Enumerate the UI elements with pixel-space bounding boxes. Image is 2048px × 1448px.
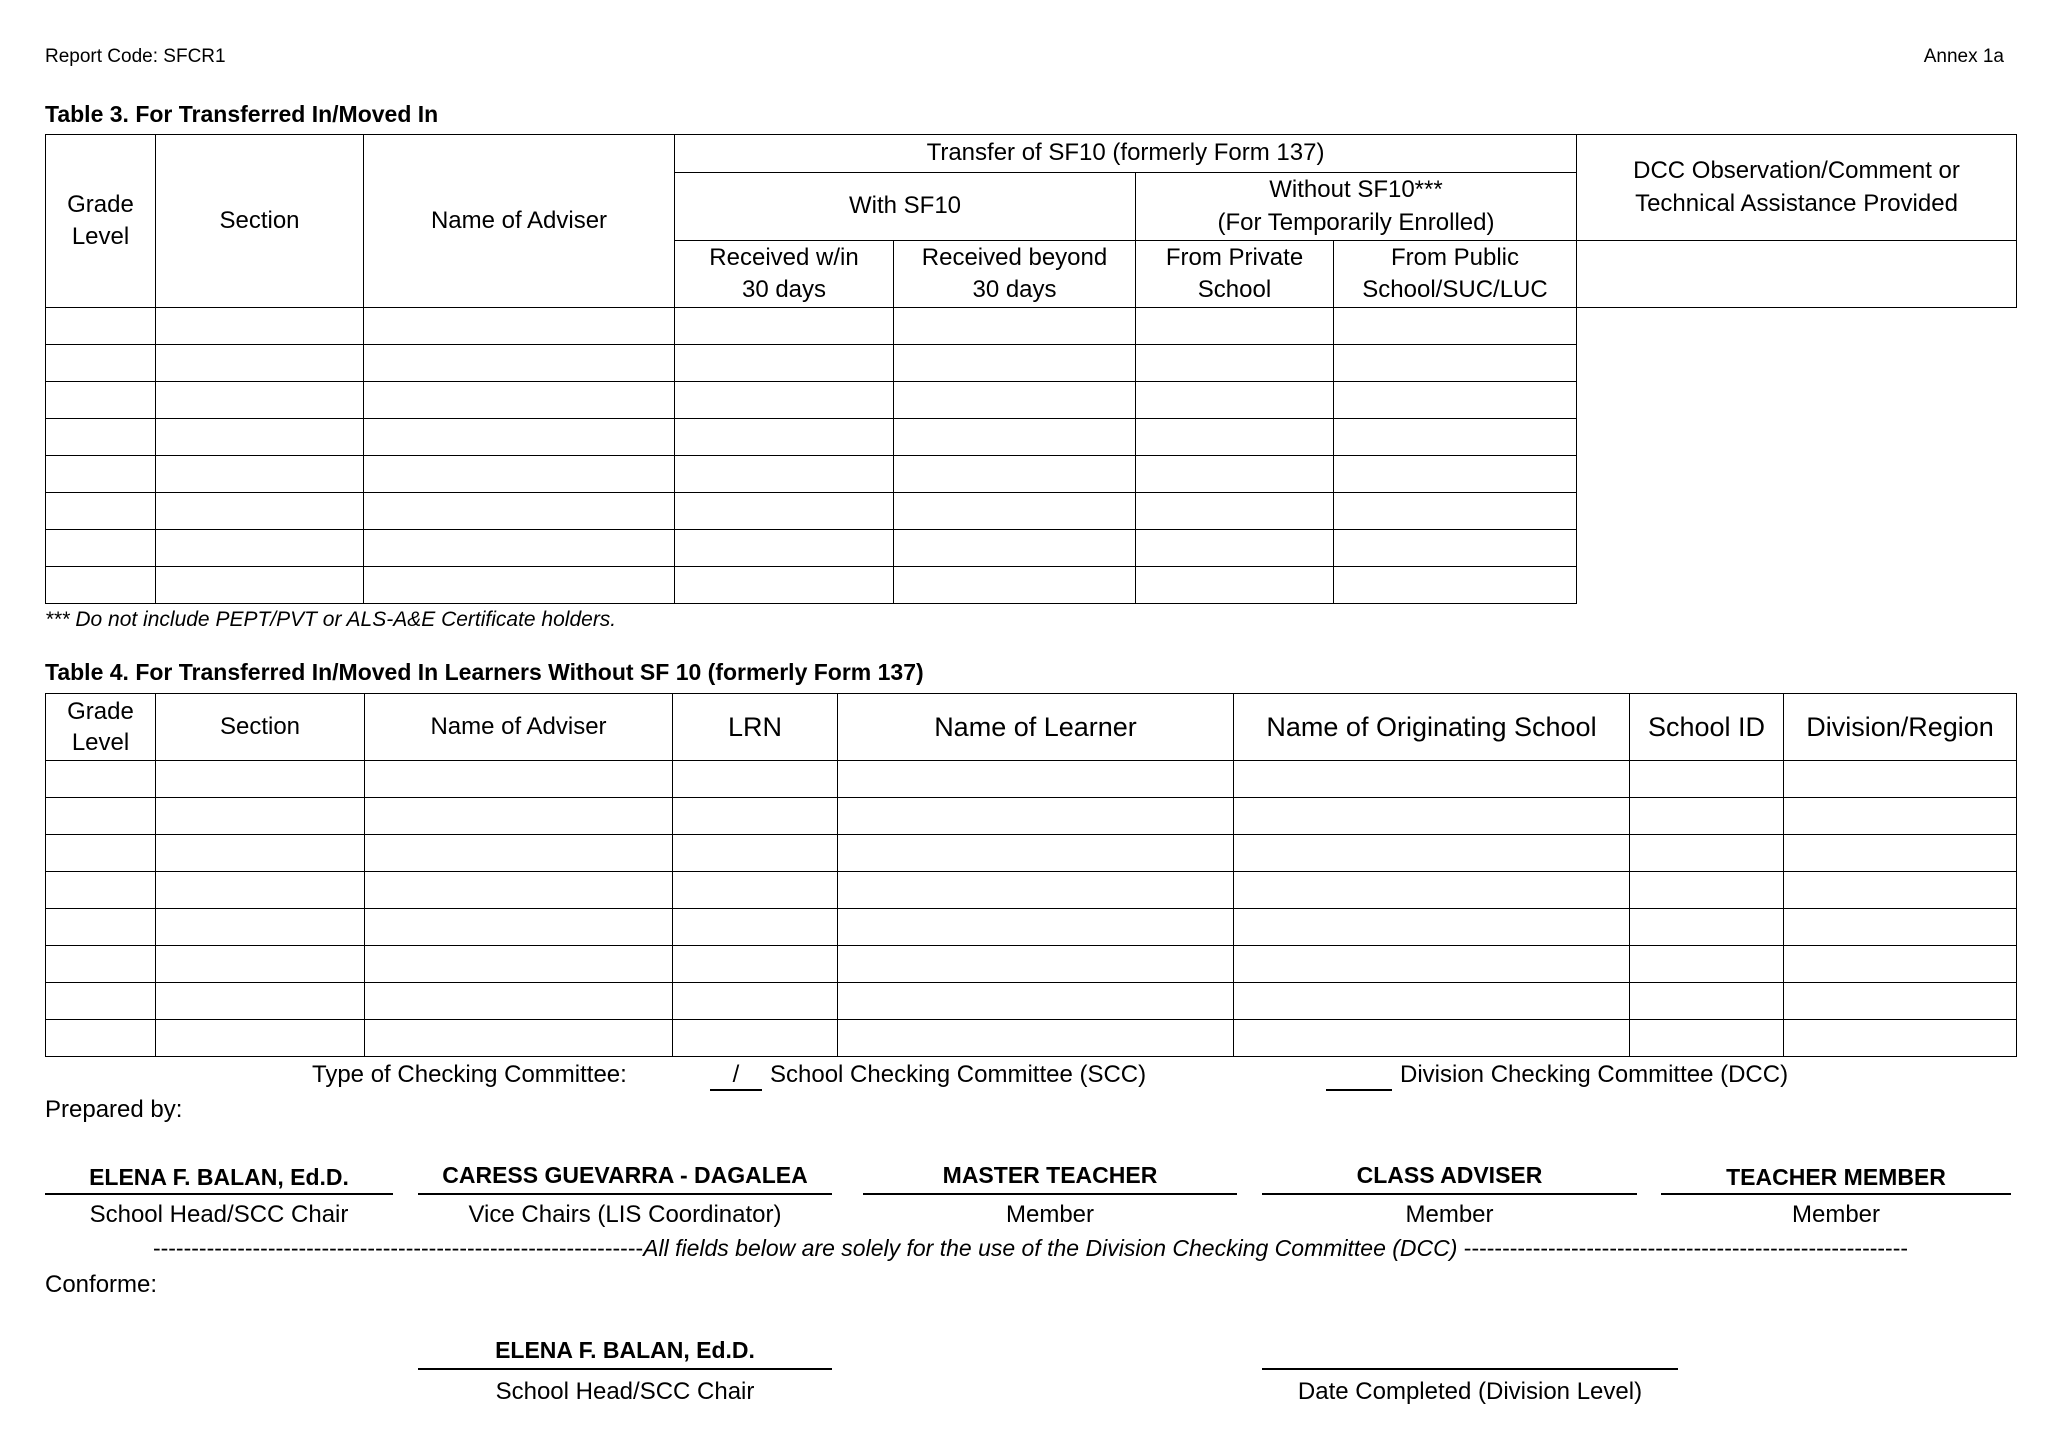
- table-cell[interactable]: [1234, 1020, 1630, 1057]
- table-cell[interactable]: [1630, 1020, 1784, 1057]
- t3-header-with-sf10: With SF10: [675, 173, 1136, 241]
- table-cell[interactable]: [838, 946, 1234, 983]
- table-cell[interactable]: [46, 1020, 156, 1057]
- table-cell[interactable]: [1334, 530, 1577, 567]
- table-cell[interactable]: [1136, 345, 1334, 382]
- table-cell[interactable]: [46, 382, 156, 419]
- table-cell[interactable]: [1630, 798, 1784, 835]
- dcc-checkbox[interactable]: [1326, 1061, 1392, 1091]
- table-cell[interactable]: [365, 798, 673, 835]
- table-cell[interactable]: [1136, 308, 1334, 345]
- table-cell[interactable]: [46, 835, 156, 872]
- t4-header-division-region: Division/Region: [1784, 694, 2017, 761]
- table-cell[interactable]: [156, 761, 365, 798]
- table-cell[interactable]: [156, 308, 364, 345]
- table-row: [46, 382, 2017, 419]
- table-cell[interactable]: [1784, 909, 2017, 946]
- table-cell[interactable]: [364, 567, 675, 604]
- dcc-divider: [45, 1235, 2016, 1262]
- table-cell[interactable]: [46, 983, 156, 1020]
- table-cell[interactable]: [1334, 419, 1577, 456]
- table-cell[interactable]: [365, 983, 673, 1020]
- table-row: [46, 493, 2017, 530]
- t3-dcc-comment-cell[interactable]: [1577, 241, 2017, 308]
- table-cell[interactable]: [1334, 382, 1577, 419]
- t4-header-lrn: LRN: [673, 694, 838, 761]
- table-cell[interactable]: [894, 530, 1136, 567]
- divider-text: All fields below are solely for the use of the Division Checking Committee (DCC): [643, 1235, 1458, 1261]
- table-cell[interactable]: [364, 308, 675, 345]
- t3-header-from-private: [1136, 241, 1334, 308]
- divider-dashes-left: ----------------------------------------------------------------: [152, 1235, 644, 1261]
- conforme-label: Conforme:: [45, 1271, 158, 1298]
- table-cell[interactable]: [365, 1020, 673, 1057]
- table-cell[interactable]: [1334, 456, 1577, 493]
- table-cell[interactable]: [46, 530, 156, 567]
- table-cell[interactable]: [46, 909, 156, 946]
- table-cell[interactable]: [46, 419, 156, 456]
- table-cell[interactable]: [1630, 761, 1784, 798]
- t4-header-section: Section: [156, 694, 365, 761]
- table-cell[interactable]: [365, 872, 673, 909]
- table-cell[interactable]: [46, 761, 156, 798]
- table-row: [46, 567, 2017, 604]
- table-cell[interactable]: [675, 419, 894, 456]
- table-cell[interactable]: [675, 530, 894, 567]
- table-cell[interactable]: [46, 493, 156, 530]
- table-cell[interactable]: [894, 567, 1136, 604]
- t3-received-within-line2: 30 days: [741, 276, 827, 303]
- t3-from-public-line1: From Public: [1390, 243, 1520, 271]
- table-row: [46, 909, 2017, 946]
- table-row: [46, 419, 2017, 456]
- scc-checkbox[interactable]: [710, 1061, 762, 1091]
- divider-dashes-right: ----------------------------------------------------------: [1457, 1235, 1909, 1261]
- table-cell[interactable]: [894, 345, 1136, 382]
- table-cell[interactable]: [1136, 456, 1334, 493]
- signature-line: [1262, 1193, 1637, 1195]
- table-cell[interactable]: [1784, 946, 2017, 983]
- table-cell[interactable]: [156, 835, 365, 872]
- table-row: [46, 946, 2017, 983]
- t3-header-dcc-line2: Technical Assistance Provided: [1635, 189, 1958, 217]
- table-cell[interactable]: [46, 308, 156, 345]
- table-cell[interactable]: [1334, 493, 1577, 530]
- t3-header-grade-level: Grade Level: [46, 135, 156, 308]
- table-cell[interactable]: [365, 761, 673, 798]
- signatory-role: School Head/SCC Chair: [89, 1201, 349, 1228]
- table-cell[interactable]: [838, 835, 1234, 872]
- t3-header-section: Section: [156, 135, 364, 308]
- table-row: [46, 798, 2017, 835]
- signatory-name: MASTER TEACHER: [942, 1162, 1158, 1188]
- table-cell[interactable]: [1334, 345, 1577, 382]
- table-cell[interactable]: [156, 567, 364, 604]
- table-cell[interactable]: [156, 456, 364, 493]
- table-cell[interactable]: [838, 798, 1234, 835]
- t3-header-without-line2: (For Temporarily Enrolled): [1217, 208, 1495, 236]
- conforme-role: School Head/SCC Chair: [495, 1378, 755, 1405]
- table-cell[interactable]: [673, 946, 838, 983]
- table-cell[interactable]: [1784, 835, 2017, 872]
- table-cell[interactable]: [156, 493, 364, 530]
- table-cell[interactable]: [1630, 872, 1784, 909]
- t3-from-private-line2: School: [1197, 276, 1272, 303]
- table-row: [46, 761, 2017, 798]
- table-cell[interactable]: [364, 456, 675, 493]
- signature-line: [1661, 1193, 2011, 1195]
- table-row: [46, 1020, 2017, 1057]
- table-cell[interactable]: [1136, 382, 1334, 419]
- date-completed-label: Date Completed (Division Level): [1297, 1378, 1643, 1405]
- table4-title: Table 4. For Transferred In/Moved In Learners Without SF 10 (formerly Form 137): [45, 659, 924, 685]
- table-cell[interactable]: [675, 456, 894, 493]
- table-cell[interactable]: [1234, 798, 1630, 835]
- committee-label: Type of Checking Committee:: [312, 1061, 627, 1088]
- t3-received-beyond-line2: 30 days: [972, 276, 1057, 303]
- conforme-name: ELENA F. BALAN, Ed.D.: [495, 1337, 755, 1363]
- t3-received-beyond-line1: Received beyond: [921, 243, 1108, 271]
- table-cell[interactable]: [838, 761, 1234, 798]
- table-cell[interactable]: [365, 946, 673, 983]
- table-cell[interactable]: [365, 909, 673, 946]
- table3-title: Table 3. For Transferred In/Moved In: [45, 101, 439, 127]
- table-cell[interactable]: [46, 872, 156, 909]
- table-cell[interactable]: [156, 345, 364, 382]
- table-cell[interactable]: [675, 382, 894, 419]
- table3: [45, 134, 2017, 604]
- t3-header-without-sf10: [1136, 173, 1577, 241]
- prepared-by-label: Prepared by:: [45, 1096, 183, 1123]
- table-cell[interactable]: [1784, 761, 2017, 798]
- report-code: Report Code: SFCR1: [45, 46, 226, 67]
- table-cell[interactable]: [364, 493, 675, 530]
- signatory-role: Member: [1405, 1201, 1494, 1228]
- table-cell[interactable]: [838, 909, 1234, 946]
- signatory-name: CLASS ADVISER: [1356, 1162, 1543, 1188]
- table-cell[interactable]: [673, 872, 838, 909]
- table-cell[interactable]: [1136, 419, 1334, 456]
- table-cell[interactable]: [1136, 493, 1334, 530]
- table-cell[interactable]: [46, 946, 156, 983]
- signatory-name: TEACHER MEMBER: [1726, 1164, 1946, 1190]
- dcc-label: Division Checking Committee (DCC): [1400, 1061, 1789, 1088]
- t3-from-private-line1: From Private: [1165, 243, 1304, 271]
- table-cell[interactable]: [156, 530, 364, 567]
- table3-footnote: *** Do not include PEPT/PVT or ALS-A&E Certificate holders.: [45, 608, 617, 631]
- annex-label: Annex 1a: [1923, 46, 2004, 67]
- date-completed-line[interactable]: [1262, 1368, 1678, 1370]
- table-cell[interactable]: [1784, 872, 2017, 909]
- t4-grade-level-label: Grade Level: [67, 697, 134, 756]
- table-row: [46, 835, 2017, 872]
- t3-header-without-line1: Without SF10***: [1269, 176, 1443, 204]
- table-cell[interactable]: [838, 983, 1234, 1020]
- table-cell[interactable]: [1630, 983, 1784, 1020]
- table-cell[interactable]: [838, 1020, 1234, 1057]
- t4-body: [46, 761, 2017, 1057]
- table-cell[interactable]: [675, 493, 894, 530]
- t3-header-from-public: [1334, 241, 1577, 308]
- table-cell[interactable]: [1234, 835, 1630, 872]
- t3-from-public-line2: School/SUC/LUC: [1362, 276, 1548, 303]
- table-cell[interactable]: [1784, 1020, 2017, 1057]
- t3-header-received-beyond: [894, 241, 1136, 308]
- table-cell[interactable]: [1630, 835, 1784, 872]
- signatory-name: ELENA F. BALAN, Ed.D.: [89, 1164, 349, 1190]
- table-row: [46, 872, 2017, 909]
- table-cell[interactable]: [156, 872, 365, 909]
- table-cell[interactable]: [675, 345, 894, 382]
- table-cell[interactable]: [1334, 308, 1577, 345]
- table-cell[interactable]: [364, 530, 675, 567]
- table-cell[interactable]: [1234, 761, 1630, 798]
- table-row: [46, 308, 2017, 345]
- t3-body: [46, 308, 2017, 604]
- table-cell[interactable]: [673, 835, 838, 872]
- signatory-role: Member: [1791, 1201, 1881, 1228]
- table-cell[interactable]: [673, 798, 838, 835]
- table-cell[interactable]: [364, 382, 675, 419]
- table-cell[interactable]: [894, 382, 1136, 419]
- table-cell[interactable]: [156, 983, 365, 1020]
- signatory-role: Vice Chairs (LIS Coordinator): [468, 1201, 782, 1228]
- table-cell[interactable]: [1630, 909, 1784, 946]
- scc-label: School Checking Committee (SCC): [770, 1061, 1147, 1088]
- table-cell[interactable]: [1784, 983, 2017, 1020]
- table-cell[interactable]: [156, 1020, 365, 1057]
- t4-header-originating-school: Name of Originating School: [1234, 694, 1630, 761]
- table-cell[interactable]: [1234, 983, 1630, 1020]
- signature-line: [863, 1193, 1237, 1195]
- table-row: [46, 983, 2017, 1020]
- t3-header-dcc-line1: DCC Observation/Comment or: [1633, 157, 1960, 185]
- t3-header-transfer-group: Transfer of SF10 (formerly Form 137): [675, 135, 1577, 173]
- table-cell[interactable]: [675, 567, 894, 604]
- signature-line: [418, 1193, 832, 1195]
- table-cell[interactable]: [673, 761, 838, 798]
- table-cell[interactable]: [894, 308, 1136, 345]
- table-cell[interactable]: [673, 909, 838, 946]
- t4-header-learner: Name of Learner: [838, 694, 1234, 761]
- table-cell[interactable]: [365, 835, 673, 872]
- table-cell[interactable]: [46, 345, 156, 382]
- table-cell[interactable]: [894, 456, 1136, 493]
- t3-header-received-within: [675, 241, 894, 308]
- table-cell[interactable]: [894, 493, 1136, 530]
- scc-check-mark: /: [732, 1061, 740, 1088]
- table-cell[interactable]: [156, 946, 365, 983]
- table-cell[interactable]: [1136, 567, 1334, 604]
- table-cell[interactable]: [364, 419, 675, 456]
- table-cell[interactable]: [673, 1020, 838, 1057]
- table-cell[interactable]: [675, 308, 894, 345]
- signatory-role: Member: [1005, 1201, 1095, 1228]
- table-cell[interactable]: [156, 909, 365, 946]
- table-cell[interactable]: [46, 456, 156, 493]
- table-cell[interactable]: [1234, 946, 1630, 983]
- table-cell[interactable]: [838, 872, 1234, 909]
- t4-header-school-id: School ID: [1630, 694, 1784, 761]
- table-cell[interactable]: [156, 798, 365, 835]
- t3-header-adviser: Name of Adviser: [364, 135, 675, 308]
- table-cell[interactable]: [1334, 567, 1577, 604]
- table4: [45, 693, 2017, 1057]
- table-cell[interactable]: [156, 419, 364, 456]
- table-cell[interactable]: [673, 983, 838, 1020]
- table-cell[interactable]: [46, 567, 156, 604]
- t4-header-adviser: Name of Adviser: [365, 694, 673, 761]
- table-row: [46, 530, 2017, 567]
- table-row: [46, 456, 2017, 493]
- signatory-name: CARESS GUEVARRA - DAGALEA: [442, 1162, 808, 1188]
- table-cell[interactable]: [156, 382, 364, 419]
- table-cell[interactable]: [1784, 798, 2017, 835]
- table-cell[interactable]: [1234, 909, 1630, 946]
- conforme-signature-line: [418, 1368, 832, 1370]
- table-cell[interactable]: [894, 419, 1136, 456]
- t3-header-dcc: [1577, 135, 2017, 241]
- signature-line: [45, 1193, 393, 1195]
- t4-header-grade-level: [46, 694, 156, 761]
- table-cell[interactable]: [1234, 872, 1630, 909]
- table-cell[interactable]: [46, 798, 156, 835]
- t3-received-within-line1: Received w/in: [709, 243, 859, 271]
- table-cell[interactable]: [1136, 530, 1334, 567]
- table-cell[interactable]: [364, 345, 675, 382]
- table-cell[interactable]: [1630, 946, 1784, 983]
- table-row: [46, 345, 2017, 382]
